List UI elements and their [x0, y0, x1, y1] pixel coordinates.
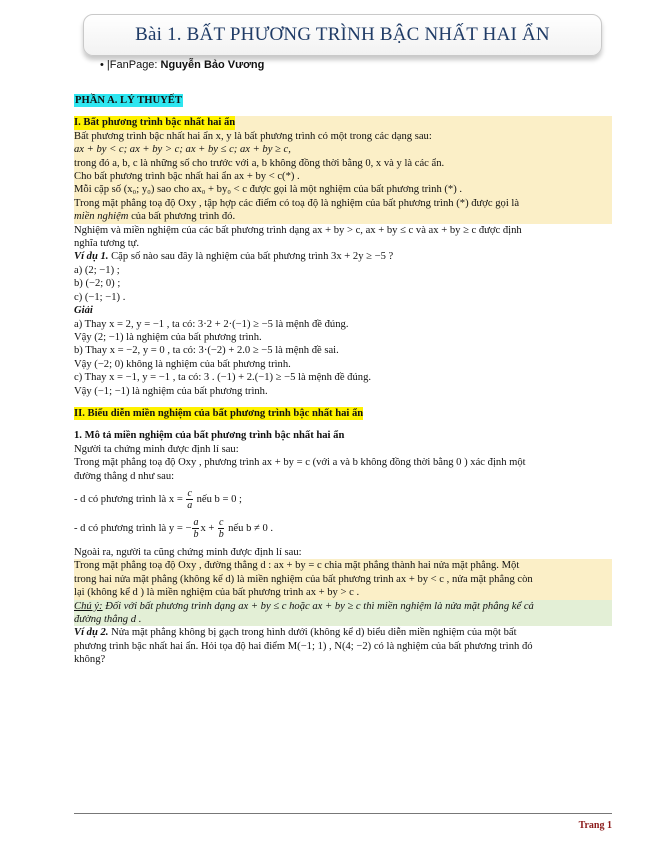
- footer-divider: [74, 813, 612, 814]
- example-label: Ví dụ 2.: [74, 627, 109, 639]
- text-line: Người ta chứng minh được định lí sau:: [74, 443, 239, 455]
- fanpage-credit: [100, 59, 264, 71]
- example-text: không?: [74, 654, 106, 666]
- solution-line: c) Thay x = −1, y = −1 , ta có: 3 . (−1) + 2.(−1) ≥ −5 là mệnh đề đúng.: [74, 372, 372, 384]
- text-line: lại (không kể d ) là miền nghiệm của bất phương trình ax + by > c .: [74, 587, 360, 599]
- part1-heading: I. Bất phương trình bậc nhất hai ẩn: [74, 117, 236, 129]
- text-line: của bất phương trình đó.: [128, 211, 236, 223]
- solution-label: Giải: [74, 305, 93, 317]
- fraction: $\frac{c}{b}$: [218, 517, 224, 541]
- term-italic: miền nghiệm: [74, 211, 129, 223]
- solution-line: b) Thay x = −2, y = 0 , ta có: 3·(−2) + 2.0 ≥ −5 là mệnh đề sai.: [74, 345, 339, 357]
- example-label: Ví dụ 1.: [74, 251, 109, 263]
- solution-line: Vậy (−2; 0) không là nghiệm của bất phương trình.: [74, 358, 291, 370]
- note-text: đường thẳng d .: [74, 614, 142, 625]
- text-line: Trong mặt phẳng toạ độ Oxy , đường thẳng d : ax + by = c chia mặt phẳng thành hai nửa mặt phẳng. Một: [74, 560, 520, 572]
- solution-line: a) Thay x = 2, y = −1 , ta có: 3·2 + 2·(−1) ≥ −5 là mệnh đề đúng.: [74, 318, 349, 330]
- fanpage-author: Nguyễn Bảo Vương: [160, 59, 265, 71]
- option-b: b) (−2; 0) ;: [74, 278, 121, 290]
- example-text: Nửa mặt phẳng không bị gạch trong hình dưới (không kể d) biểu diễn miền nghiệm của một bất: [108, 627, 517, 639]
- note-block: [74, 600, 612, 627]
- text-line: Trong mặt phẳng toạ độ Oxy , tập hợp các điểm có toạ độ là nghiệm của bất phương trình (*) được gọi là: [74, 197, 520, 209]
- math-line: ax + by < c; ax + by > c; ax + by ≤ c; ax + by ≥ c,: [74, 144, 291, 156]
- text-line: Bất phương trình bậc nhất hai ẩn x, y là bất phương trình có một trong các dạng sau:: [74, 130, 432, 142]
- text-line: Ngoài ra, người ta cũng chứng minh được định lí sau:: [74, 546, 302, 558]
- text-line: đường thẳng d như sau:: [74, 470, 175, 482]
- example-text: phương trình bậc nhất hai ẩn. Hỏi tọa độ hai điểm M(−1; 1) , N(4; −2) có là nghiệm của bất phương trình đó: [74, 640, 533, 652]
- section-a-heading: PHẦN A. LÝ THUYẾT: [75, 95, 182, 106]
- fanpage-prefix: |FanPage:: [106, 59, 161, 71]
- solution-line: Vậy (−1; −1) là nghiệm của bất phương trình.: [74, 385, 268, 397]
- page-title: Bài 1. BẤT PHƯƠNG TRÌNH BẬC NHẤT HAI ẨN: [135, 24, 550, 45]
- option-a: a) (2; −1) ;: [74, 264, 120, 276]
- header-banner: [83, 14, 602, 56]
- text-line: Trong mặt phẳng toạ độ Oxy , phương trình ax + by = c (với a và b không đồng thời bằng 0 ) xác định một: [74, 457, 526, 469]
- fraction: $\frac{a}{b}$: [193, 517, 199, 541]
- page-number: Trang 1: [578, 820, 612, 831]
- subheading: 1. Mô tả miền nghiệm của bất phương trình bậc nhất hai ẩn: [74, 430, 345, 442]
- formula-line-1: - d có phương trình là x = $\frac{c}{a}$ nếu b = 0 ;: [74, 488, 242, 512]
- solution-line: Vậy (2; −1) là nghiệm của bất phương trình.: [74, 331, 262, 343]
- theory-block-1: [74, 116, 612, 223]
- option-c: c) (−1; −1) .: [74, 291, 126, 303]
- text-line: Nghiệm và miền nghiệm của các bất phương trình dạng ax + by > c, ax + by ≤ c và ax + by ≥ c được định: [74, 224, 522, 236]
- note-label: Chú ý:: [74, 600, 103, 612]
- text-line: nghĩa tương tự.: [74, 238, 140, 250]
- theorem-block: [74, 559, 612, 599]
- example-text: Cặp số nào sau đây là nghiệm của bất phương trình 3x + 2y ≥ −5 ?: [108, 251, 394, 263]
- formula-line-2: - d có phương trình là y = − $\frac{a}{b}$ x + $\frac{c}{b}$ nếu b ≠ 0 .: [74, 517, 274, 541]
- bullet-icon: •: [100, 59, 107, 71]
- text-line: Mỗi cặp số (x₀; y₀) sao cho ax₀ + by₀ < c được gọi là một nghiệm của bất phương trình (*) .: [74, 184, 463, 196]
- fraction: $\frac{c}{a}$: [187, 488, 193, 512]
- note-text: Đối với bất phương trình dạng ax + by ≤ c hoặc ax + by ≥ c thì miền nghiệm là nửa mặt phẳng kể cả: [102, 600, 534, 612]
- text-line: trong hai nửa mặt phẳng (không kể d) là miền nghiệm của bất phương trình ax + by < c , nửa mặt phẳng còn: [74, 573, 533, 585]
- document-body: [74, 94, 612, 667]
- part2-heading: II. Biểu diễn miền nghiệm của bất phương trình bậc nhất hai ẩn: [74, 407, 364, 419]
- text-line: Cho bất phương trình bậc nhất hai ẩn ax + by < c(*) .: [74, 171, 300, 183]
- text-line: trong đó a, b, c là những số cho trước với a, b không đồng thời bằng 0, x và y là các ẩn.: [74, 157, 445, 169]
